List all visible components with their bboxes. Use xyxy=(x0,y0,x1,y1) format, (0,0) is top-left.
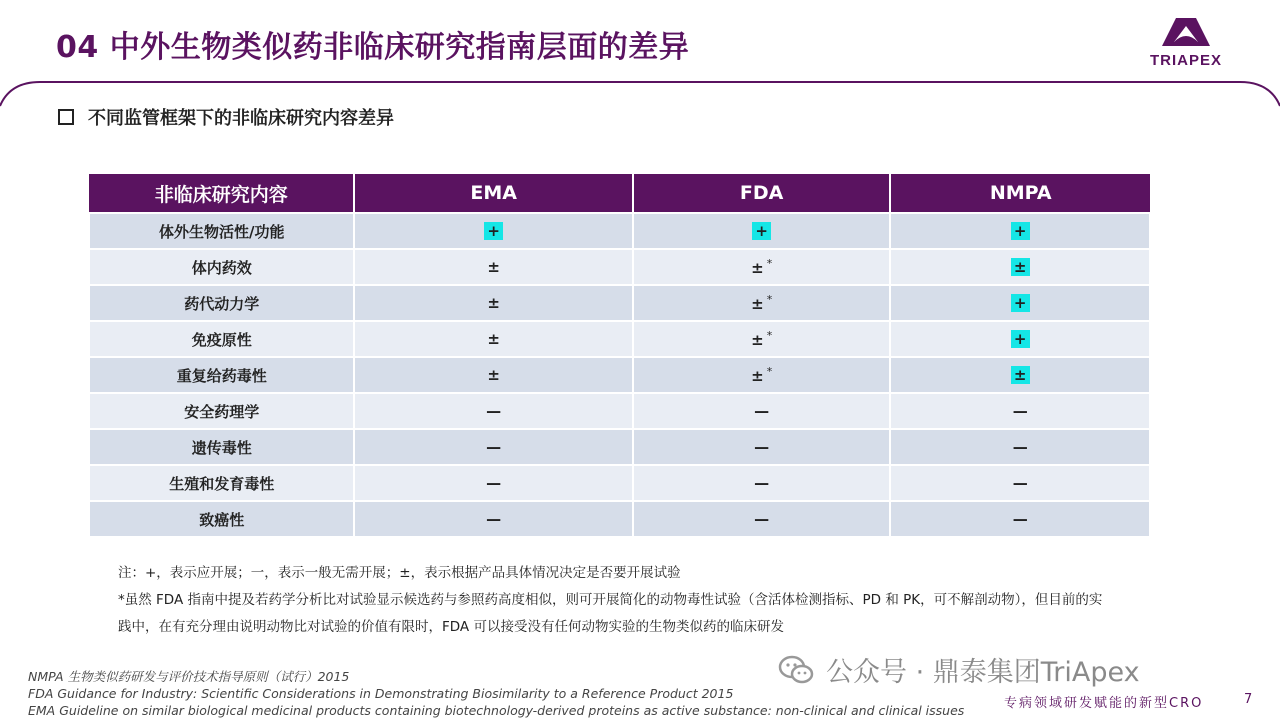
page-title: 04 中外生物类似药非临床研究指南层面的差异 xyxy=(56,30,690,65)
note-fda-line1: *虽然 FDA 指南中提及若药学分析比对试验显示候选药与参照药高度相似，则可开展简化的动物毒性试验（含活体检测指标、PD 和 PK，可不解剖动物），但目前的实 xyxy=(118,592,1103,608)
fda-cell: ± * xyxy=(633,249,891,285)
table-row xyxy=(89,429,1150,465)
header-cell: FDA xyxy=(633,174,891,213)
logo-text: TRIAPEX xyxy=(1149,52,1222,69)
fda-cell: ± * xyxy=(633,357,891,393)
note-legend: 注：+，表示应开展；一，表示一般无需开展；±，表示根据产品具体情况决定是否要开展试验 xyxy=(118,565,681,581)
page-number: 7 xyxy=(1244,692,1253,707)
fda-cell: — xyxy=(633,429,891,465)
wechat-icon xyxy=(778,655,814,685)
row-label: 生殖和发育毒性 xyxy=(89,465,354,501)
ema-cell: — xyxy=(354,393,632,429)
fda-cell: ± * xyxy=(633,321,891,357)
footer-tagline: 专病领域研发赋能的新型CRO xyxy=(1004,696,1204,711)
nmpa-cell: ± xyxy=(890,249,1150,285)
ema-cell: + xyxy=(354,213,632,249)
ema-cell: — xyxy=(354,465,632,501)
section-subtitle xyxy=(58,104,394,130)
triapex-logo xyxy=(1140,16,1232,72)
table-row xyxy=(89,213,1150,249)
comparison-table xyxy=(88,174,1151,538)
header-cell: EMA xyxy=(354,174,632,213)
row-label: 遗传毒性 xyxy=(89,429,354,465)
nmpa-cell: — xyxy=(890,429,1150,465)
fda-cell: + xyxy=(633,213,891,249)
table-row xyxy=(89,465,1150,501)
row-label: 致癌性 xyxy=(89,501,354,537)
row-label: 体外生物活性/功能 xyxy=(89,213,354,249)
table-row xyxy=(89,321,1150,357)
row-label: 体内药效 xyxy=(89,249,354,285)
ema-cell: ± xyxy=(354,249,632,285)
table-row xyxy=(89,285,1150,321)
table-row xyxy=(89,501,1150,537)
watermark-text: 公众号 · 鼎泰集团TriApex xyxy=(826,657,1140,688)
ema-cell: ± xyxy=(354,321,632,357)
table-header-row xyxy=(89,174,1150,213)
logo-mark-icon xyxy=(1160,16,1212,50)
table-row xyxy=(89,393,1150,429)
table-row xyxy=(89,249,1150,285)
row-label: 安全药理学 xyxy=(89,393,354,429)
header-cell: 非临床研究内容 xyxy=(89,174,354,213)
nmpa-cell: — xyxy=(890,465,1150,501)
subtitle-text: 不同监管框架下的非临床研究内容差异 xyxy=(88,108,394,129)
reference-item: EMA Guideline on similar biological medicinal products containing biotechnology-derived proteins as active substance: non-clinical and clinical issues xyxy=(28,703,965,718)
nmpa-cell: + xyxy=(890,285,1150,321)
fda-cell: ± * xyxy=(633,285,891,321)
nmpa-cell: + xyxy=(890,321,1150,357)
note-fda-line2: 践中，在有充分理由说明动物比对试验的价值有限时，FDA 可以接受没有任何动物实验的生物类似药的临床研发 xyxy=(118,619,784,635)
row-label: 药代动力学 xyxy=(89,285,354,321)
row-label: 免疫原性 xyxy=(89,321,354,357)
nmpa-cell: — xyxy=(890,501,1150,537)
ema-cell: — xyxy=(354,501,632,537)
table-notes xyxy=(118,560,1208,641)
fda-cell: — xyxy=(633,501,891,537)
row-label: 重复给药毒性 xyxy=(89,357,354,393)
header-cell: NMPA xyxy=(890,174,1150,213)
fda-cell: — xyxy=(633,393,891,429)
ema-cell: ± xyxy=(354,357,632,393)
wechat-watermark xyxy=(778,650,1140,689)
nmpa-cell: ± xyxy=(890,357,1150,393)
nmpa-cell: — xyxy=(890,393,1150,429)
table-row xyxy=(89,357,1150,393)
reference-item: FDA Guidance for Industry: Scientific Considerations in Demonstrating Biosimilarity to a Reference Product 2015 xyxy=(28,686,734,701)
checkbox-bullet-icon xyxy=(58,109,74,125)
fda-cell: — xyxy=(633,465,891,501)
reference-item: NMPA 生物类似药研发与评价技术指导原则（试行）2015 xyxy=(28,669,350,684)
ema-cell: ± xyxy=(354,285,632,321)
ema-cell: — xyxy=(354,429,632,465)
nmpa-cell: + xyxy=(890,213,1150,249)
